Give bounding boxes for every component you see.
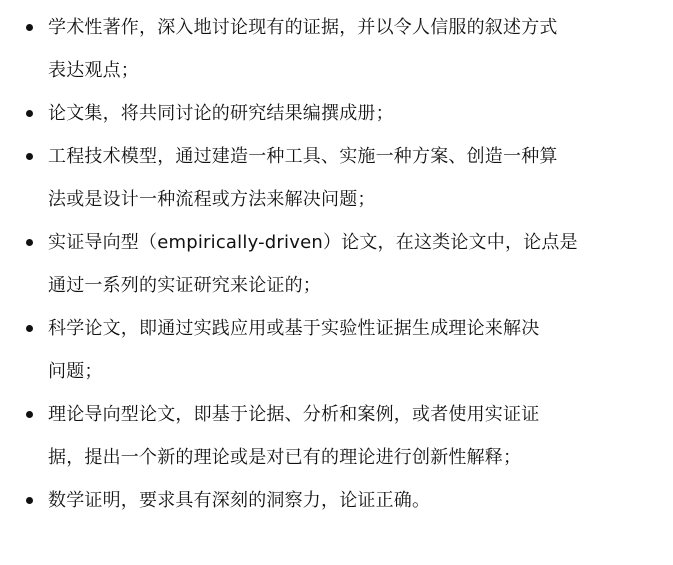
list-item: [22, 307, 662, 393]
list-item-text: 法或是设计一种流程或方法来解决问题；: [48, 189, 376, 210]
bullet-icon: [26, 325, 33, 332]
list-item-text: 数学证明，要求具有深刻的洞察力，论证正确。: [48, 490, 431, 511]
list-item-text: 据，提出一个新的理论或是对已有的理论进行创新性解释；: [48, 447, 522, 468]
bullet-icon: [26, 24, 33, 31]
list-item-text: 问题；: [48, 361, 103, 382]
bullet-icon: [26, 239, 33, 246]
list-item: [22, 6, 662, 92]
list-item-text: 通过一系列的实证研究来论证的；: [48, 275, 321, 296]
bullet-list: [22, 6, 662, 522]
list-item-text: 表达观点；: [48, 60, 139, 81]
list-item-text: 学术性著作，深入地讨论现有的证据，并以令人信服的叙述方式: [48, 17, 558, 38]
list-item-text: 科学论文，即通过实践应用或基于实验性证据生成理论来解决: [48, 318, 540, 339]
bullet-icon: [26, 497, 33, 504]
list-item: [22, 92, 662, 135]
bullet-icon: [26, 110, 33, 117]
bullet-icon: [26, 411, 33, 418]
list-item-text: 论文集，将共同讨论的研究结果编撰成册；: [48, 103, 394, 124]
bullet-icon: [26, 153, 33, 160]
list-item: [22, 393, 662, 479]
list-item-text: 工程技术模型，通过建造一种工具、实施一种方案、创造一种算: [48, 146, 558, 167]
list-item: [22, 221, 662, 307]
list-item-text: 实证导向型（empirically-driven）论文，在这类论文中，论点是: [48, 232, 578, 253]
list-item: [22, 479, 662, 522]
list-item-text: 理论导向型论文，即基于论据、分析和案例，或者使用实证证: [48, 404, 540, 425]
list-item: [22, 135, 662, 221]
